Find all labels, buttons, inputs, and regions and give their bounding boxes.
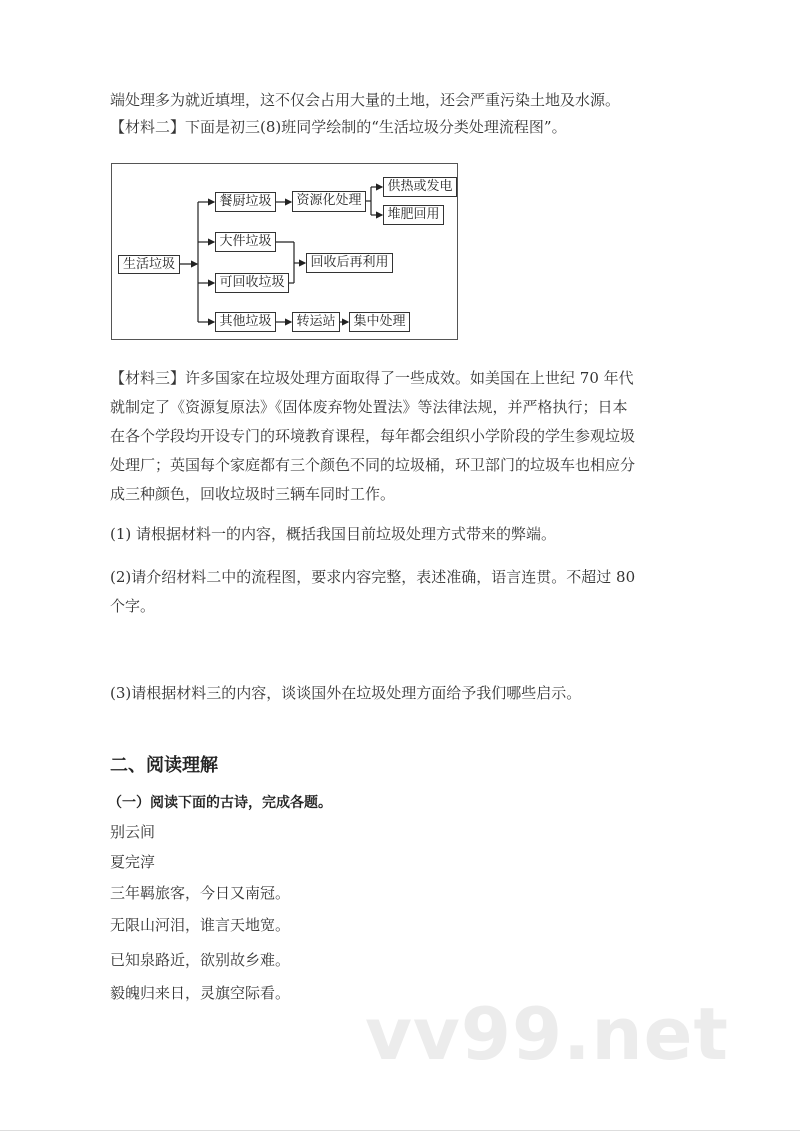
- node-kitchen-waste: 餐厨垃圾: [215, 192, 276, 212]
- node-other-waste: 其他垃圾: [215, 312, 276, 332]
- material2-intro: 【材料二】下面是初三(8)班同学绘制的“生活垃圾分类处理流程图”。: [110, 118, 567, 136]
- material3-line: 处理厂；英国每个家庭都有三个颜色不同的垃圾桶，环卫部门的垃圾车也相应分: [110, 456, 636, 474]
- question-1: (1) 请根据材料一的内容，概括我国目前垃圾处理方式带来的弊端。: [110, 525, 557, 543]
- material3-line: 在各个学段均开设专门的环境教育课程，每年都会组织小学阶段的学生参观垃圾: [110, 427, 636, 445]
- node-recyclable-waste: 可回收垃圾: [215, 273, 289, 293]
- question-2: (2)请介绍材料二中的流程图，要求内容完整，表述准确，语言连贯。不超过 80: [110, 568, 636, 586]
- poem-line: 已知泉路近，欲别故乡难。: [110, 951, 291, 969]
- flowchart-connectors: [0, 0, 800, 400]
- node-resource-processing: 资源化处理: [292, 191, 366, 212]
- node-recycle-reuse: 回收后再利用: [306, 253, 393, 273]
- poem-line: 毅魄归来日，灵旗空际看。: [110, 984, 291, 1002]
- node-household-waste: 生活垃圾: [118, 255, 180, 274]
- question-2-cont: 个字。: [110, 597, 156, 615]
- section-heading: 二、阅读理解: [110, 755, 218, 776]
- poem-line: 无限山河泪，谁言天地宽。: [110, 916, 291, 934]
- page-bottom-divider: [0, 1130, 800, 1131]
- material1-tail: 端处理多为就近填埋，这不仅会占用大量的土地，还会严重污染土地及水源。: [110, 91, 621, 109]
- poem-title: 别云间: [110, 823, 156, 841]
- question-3: (3)请根据材料三的内容，谈谈国外在垃圾处理方面给予我们哪些启示。: [110, 684, 582, 702]
- node-heat-power: 供热或发电: [383, 177, 457, 197]
- material3-line: 就制定了《资源复原法》《固体废弃物处置法》等法律法规，并严格执行；日本: [110, 398, 628, 416]
- watermark: vv99.net: [365, 992, 729, 1076]
- node-bulky-waste: 大件垃圾: [215, 232, 276, 252]
- poem-line: 三年羁旅客，今日又南冠。: [110, 884, 291, 902]
- node-central-processing: 集中处理: [349, 312, 410, 332]
- material3-line: 成三种颜色，回收垃圾时三辆车同时工作。: [110, 485, 396, 503]
- poem-author: 夏完淳: [110, 853, 156, 871]
- node-transfer-station: 转运站: [292, 312, 340, 332]
- node-compost: 堆肥回用: [383, 205, 444, 225]
- material3-line: 【材料三】许多国家在垃圾处理方面取得了一些成效。如美国在上世纪 70 年代: [110, 369, 634, 387]
- subsection-heading: （一）阅读下面的古诗，完成各题。: [108, 795, 332, 811]
